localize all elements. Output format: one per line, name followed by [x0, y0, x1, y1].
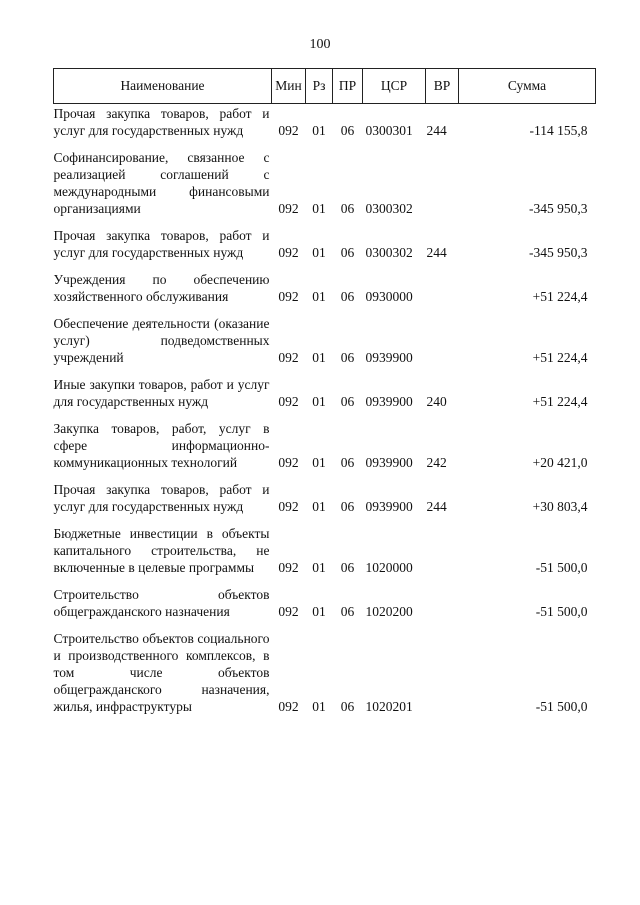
row-vr: 244 [426, 123, 447, 138]
row-csr: 0300302 [365, 245, 413, 260]
row-min: 092 [278, 123, 299, 138]
row-vr [426, 271, 459, 315]
row-csr: 0939900 [365, 394, 413, 409]
row-rz: 01 [312, 499, 326, 514]
row-min: 092 [278, 245, 299, 260]
row-pr: 06 [340, 455, 355, 470]
row-rz: 01 [312, 350, 326, 365]
row-csr: 1020000 [365, 560, 413, 575]
row-vr: 240 [426, 394, 447, 409]
row-min: 092 [278, 394, 299, 409]
row-min: 092 [278, 699, 299, 714]
row-csr: 1020201 [365, 699, 413, 714]
row-name: Строительство объектов социального и производственного комплексов, в том числе объектов общегражданского назначения, жилья, инфраструктуры [53, 631, 270, 714]
table-row [54, 586, 596, 630]
row-name: Бюджетные инвестиции в объекты капитального строительства, не включенные в целевые программы [53, 526, 270, 575]
row-min: 092 [278, 604, 299, 619]
row-min: 092 [278, 560, 299, 575]
row-sum: -345 950,3 [529, 201, 588, 216]
row-pr: 06 [340, 289, 355, 304]
header-min: Мин [272, 69, 306, 104]
row-pr: 06 [340, 560, 355, 575]
row-csr: 0930000 [365, 289, 413, 304]
row-rz: 01 [312, 245, 326, 260]
row-pr: 06 [340, 394, 355, 409]
header-vr: ВР [426, 69, 459, 104]
row-pr: 06 [340, 201, 355, 216]
row-name: Обеспечение деятельности (оказание услуг) подведомственных учреждений [53, 316, 270, 365]
header-sum: Сумма [459, 69, 596, 104]
row-csr: 0300301 [365, 123, 413, 138]
table-row [54, 227, 596, 271]
table-row [54, 630, 596, 725]
row-sum: +51 224,4 [532, 394, 588, 409]
row-name: Прочая закупка товаров, работ и услуг для государственных нужд [53, 106, 270, 138]
row-sum: -51 500,0 [535, 560, 588, 575]
row-sum: -51 500,0 [535, 699, 588, 714]
header-rz: Рз [306, 69, 333, 104]
row-sum: +51 224,4 [532, 289, 588, 304]
row-rz: 01 [312, 560, 326, 575]
row-rz: 01 [312, 289, 326, 304]
header-pr: ПР [333, 69, 363, 104]
row-vr: 242 [426, 455, 447, 470]
table-row [54, 481, 596, 525]
row-csr: 0939900 [365, 350, 413, 365]
row-name: Закупка товаров, работ, услуг в сфере информационно-коммуникационных технологий [53, 421, 270, 470]
row-csr: 0300302 [365, 201, 413, 216]
row-rz: 01 [312, 455, 326, 470]
budget-table [53, 68, 596, 725]
row-min: 092 [278, 289, 299, 304]
page-number: 100 [309, 37, 331, 52]
row-sum: +30 803,4 [532, 499, 588, 514]
table-row [54, 315, 596, 376]
row-min: 092 [278, 455, 299, 470]
row-vr [426, 525, 459, 586]
row-pr: 06 [340, 604, 355, 619]
row-name: Прочая закупка товаров, работ и услуг для государственных нужд [53, 228, 270, 260]
row-name: Строительство объектов общегражданского назначения [53, 587, 270, 619]
row-sum: +51 224,4 [532, 350, 588, 365]
row-rz: 01 [312, 394, 326, 409]
row-vr [426, 586, 459, 630]
row-pr: 06 [340, 499, 355, 514]
header-csr: ЦСР [363, 69, 426, 104]
row-rz: 01 [312, 201, 326, 216]
row-name: Прочая закупка товаров, работ и услуг для государственных нужд [53, 482, 270, 514]
row-sum: +20 421,0 [532, 455, 588, 470]
row-rz: 01 [312, 123, 326, 138]
row-sum: -114 155,8 [529, 123, 588, 138]
row-vr [426, 315, 459, 376]
row-vr [426, 630, 459, 725]
row-vr: 244 [426, 499, 447, 514]
table-row [54, 420, 596, 481]
table-row [54, 271, 596, 315]
row-csr: 0939900 [365, 499, 413, 514]
table-row [54, 376, 596, 420]
row-name: Софинансирование, связанное с реализацией соглашений с международными финансовыми организациями [53, 150, 270, 216]
row-pr: 06 [340, 245, 355, 260]
table-header [54, 69, 596, 104]
row-sum: -51 500,0 [535, 604, 588, 619]
row-name: Учреждения по обеспечению хозяйственного обслуживания [53, 272, 270, 304]
row-sum: -345 950,3 [529, 245, 588, 260]
row-pr: 06 [340, 350, 355, 365]
row-min: 092 [278, 201, 299, 216]
row-csr: 1020200 [365, 604, 413, 619]
row-min: 092 [278, 499, 299, 514]
table-body [54, 104, 596, 726]
row-rz: 01 [312, 604, 326, 619]
table-row [54, 149, 596, 227]
row-min: 092 [278, 350, 299, 365]
row-pr: 06 [340, 699, 355, 714]
row-csr: 0939900 [365, 455, 413, 470]
row-vr: 244 [426, 245, 447, 260]
row-vr [426, 149, 459, 227]
row-name: Иные закупки товаров, работ и услуг для государственных нужд [53, 377, 270, 409]
table-row [54, 525, 596, 586]
table-row [54, 104, 596, 150]
row-rz: 01 [312, 699, 326, 714]
row-pr: 06 [340, 123, 355, 138]
header-name: Наименование [54, 69, 272, 104]
